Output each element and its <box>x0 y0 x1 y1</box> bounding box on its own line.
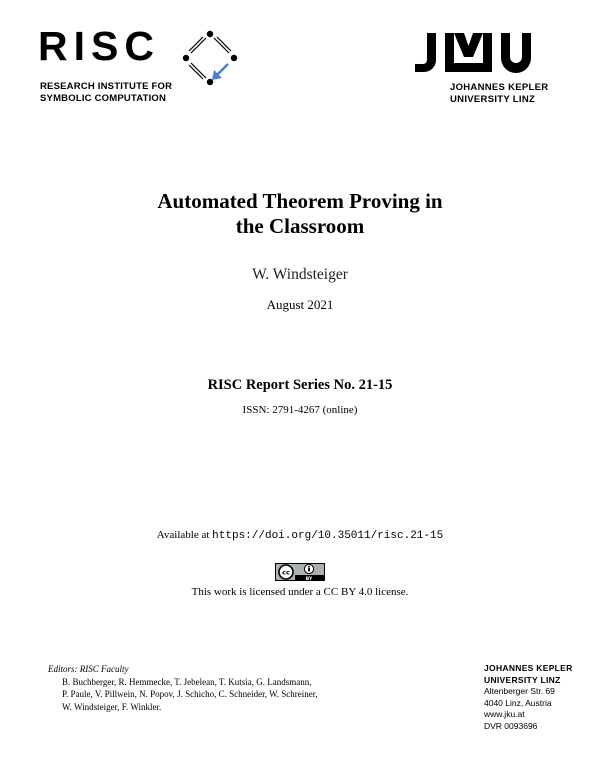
editors-line: P. Paule, V. Pillwein, N. Popov, J. Schicho, C. Schneider, W. Schreiner, <box>62 689 318 699</box>
jku-university-line2: UNIVERSITY LINZ <box>450 94 536 105</box>
document-title <box>0 189 600 239</box>
jku-university-line1: JOHANNES KEPLER <box>450 82 549 93</box>
title-line1: Automated Theorem Proving in <box>157 189 443 213</box>
risc-institute-line1: RESEARCH INSTITUTE FOR <box>40 81 173 92</box>
institution-address <box>484 663 573 732</box>
publication-date: August 2021 <box>266 297 334 312</box>
risc-institute-line2: SYMBOLIC COMPUTATION <box>40 93 167 104</box>
license-statement: This work is licensed under a CC BY 4.0 license. <box>191 586 409 598</box>
address-city: 4040 Linz, Austria <box>484 697 552 708</box>
address-heading-line2: UNIVERSITY LINZ <box>484 674 561 685</box>
editors-block <box>48 663 318 713</box>
risc-institute-name <box>40 81 172 105</box>
cc-badge-label: BY <box>305 576 313 581</box>
availability-prefix: Available at <box>156 529 213 541</box>
availability-line <box>0 529 600 542</box>
editors-line: W. Windsteiger, F. Winkler. <box>62 701 162 712</box>
cc-badge-text: cc <box>282 568 290 577</box>
address-dvr: DVR 0093696 <box>484 720 538 731</box>
issn: ISSN: 2791-4267 (online) <box>242 404 358 416</box>
risc-logo-icon <box>182 30 238 86</box>
risc-wordmark: RISC <box>38 23 160 69</box>
editors-line: B. Buchberger, R. Hemmecke, T. Jebelean, T. Kutsia, G. Landsmann, <box>62 676 312 687</box>
doi-link[interactable]: https://doi.org/10.35011/risc.21-15 <box>212 530 444 542</box>
jku-university-name <box>450 82 548 106</box>
address-heading-line1: JOHANNES KEPLER <box>484 663 573 673</box>
author: W. Windsteiger <box>252 266 348 283</box>
title-line2: the Classroom <box>235 214 365 238</box>
report-series: RISC Report Series No. 21-15 <box>207 377 393 393</box>
jku-logo-icon <box>413 33 539 73</box>
address-street: Altenberger Str. 69 <box>484 686 555 696</box>
editors-heading: Editors: RISC Faculty <box>48 664 129 674</box>
address-web-link[interactable]: www.jku.at <box>484 709 525 719</box>
cc-by-license-icon[interactable] <box>275 563 325 581</box>
